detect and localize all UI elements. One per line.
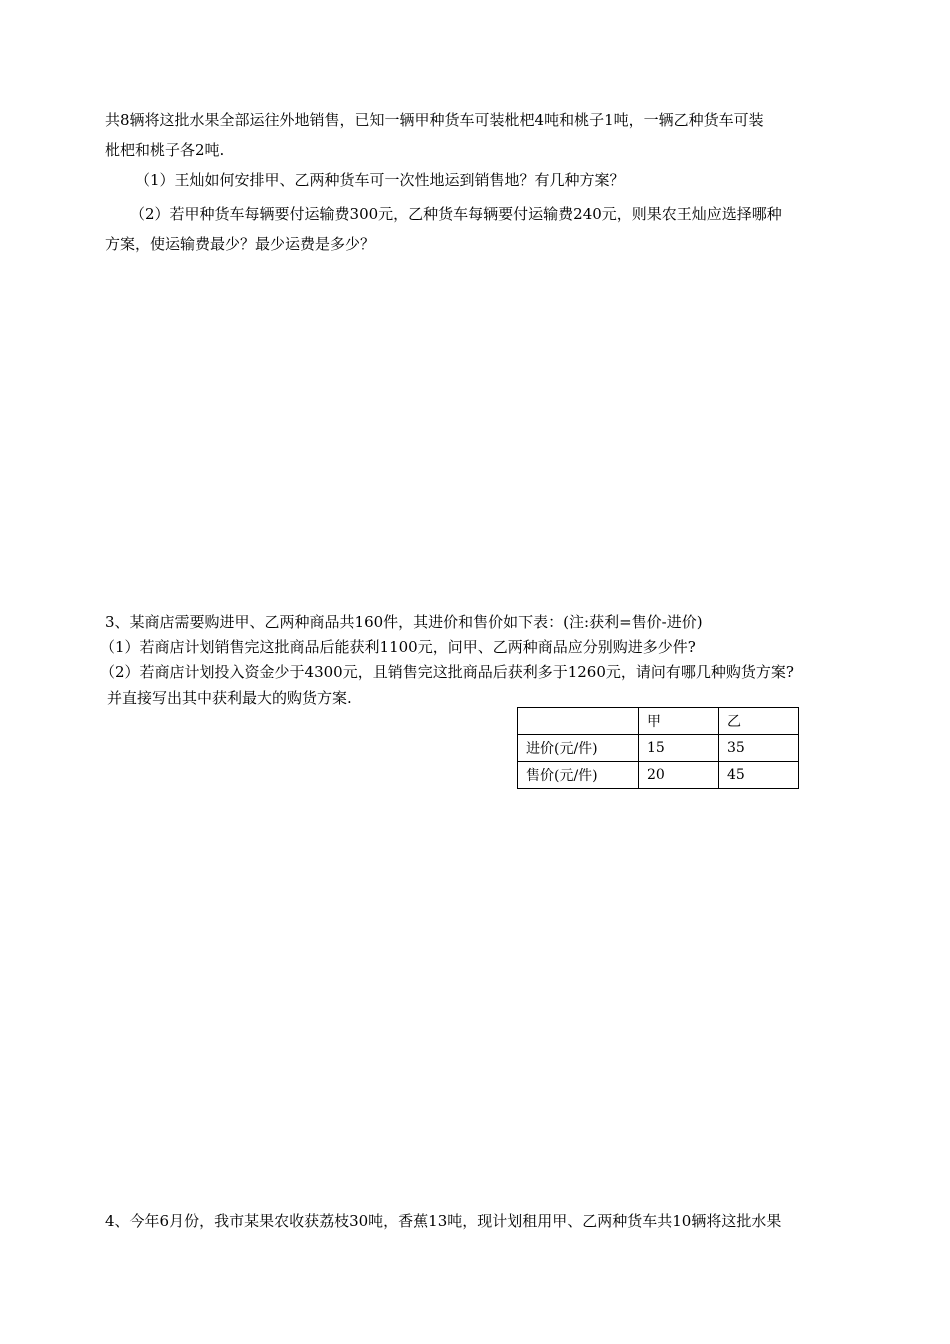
problem-3-question-2-line-2: 并直接写出其中获利最大的购货方案. xyxy=(107,689,352,707)
problem-2-question-1: （1）王灿如何安排甲、乙两种货车可一次性地运到销售地？有几种方案？ xyxy=(135,171,625,189)
table-cell: 售价(元/件) xyxy=(518,762,639,789)
table-header-cell: 乙 xyxy=(719,708,799,735)
table-header-cell: 甲 xyxy=(639,708,719,735)
problem-2-text-line-1: 共8辆将这批水果全部运往外地销售，已知一辆甲种货车可装枇杷4吨和桃子1吨，一辆乙种货车可装 xyxy=(105,111,764,129)
table-row xyxy=(518,762,799,789)
problem-2-question-2-line-2: 方案，使运输费最少？最少运费是多少？ xyxy=(105,235,376,253)
problem-3-intro: 3、某商店需要购进甲、乙两种商品共160件，其进价和售价如下表：(注:获利=售价-进价) xyxy=(105,613,703,631)
table-cell: 45 xyxy=(719,762,799,789)
price-table xyxy=(517,707,799,789)
table-header-cell xyxy=(518,708,639,735)
problem-2-question-2-line-1: （2）若甲种货车每辆要付运输费300元，乙种货车每辆要付运输费240元，则果农王灿应选择哪种 xyxy=(130,205,782,223)
table-cell: 进价(元/件) xyxy=(518,735,639,762)
problem-3-question-1: （1）若商店计划销售完这批商品后能获利1100元，问甲、乙两种商品应分别购进多少件? xyxy=(100,638,696,656)
table-cell: 15 xyxy=(639,735,719,762)
problem-2-text-line-2: 枇杷和桃子各2吨. xyxy=(105,141,225,159)
table-cell: 20 xyxy=(639,762,719,789)
table-row xyxy=(518,735,799,762)
problem-3-question-2-line-1: （2）若商店计划投入资金少于4300元，且销售完这批商品后获利多于1260元，请问有哪几种购货方案? xyxy=(100,663,794,681)
table-cell: 35 xyxy=(719,735,799,762)
problem-4-intro: 4、今年6月份，我市某果农收获荔枝30吨，香蕉13吨，现计划租用甲、乙两种货车共10辆将这批水果 xyxy=(105,1212,782,1230)
table-header-row xyxy=(518,708,799,735)
